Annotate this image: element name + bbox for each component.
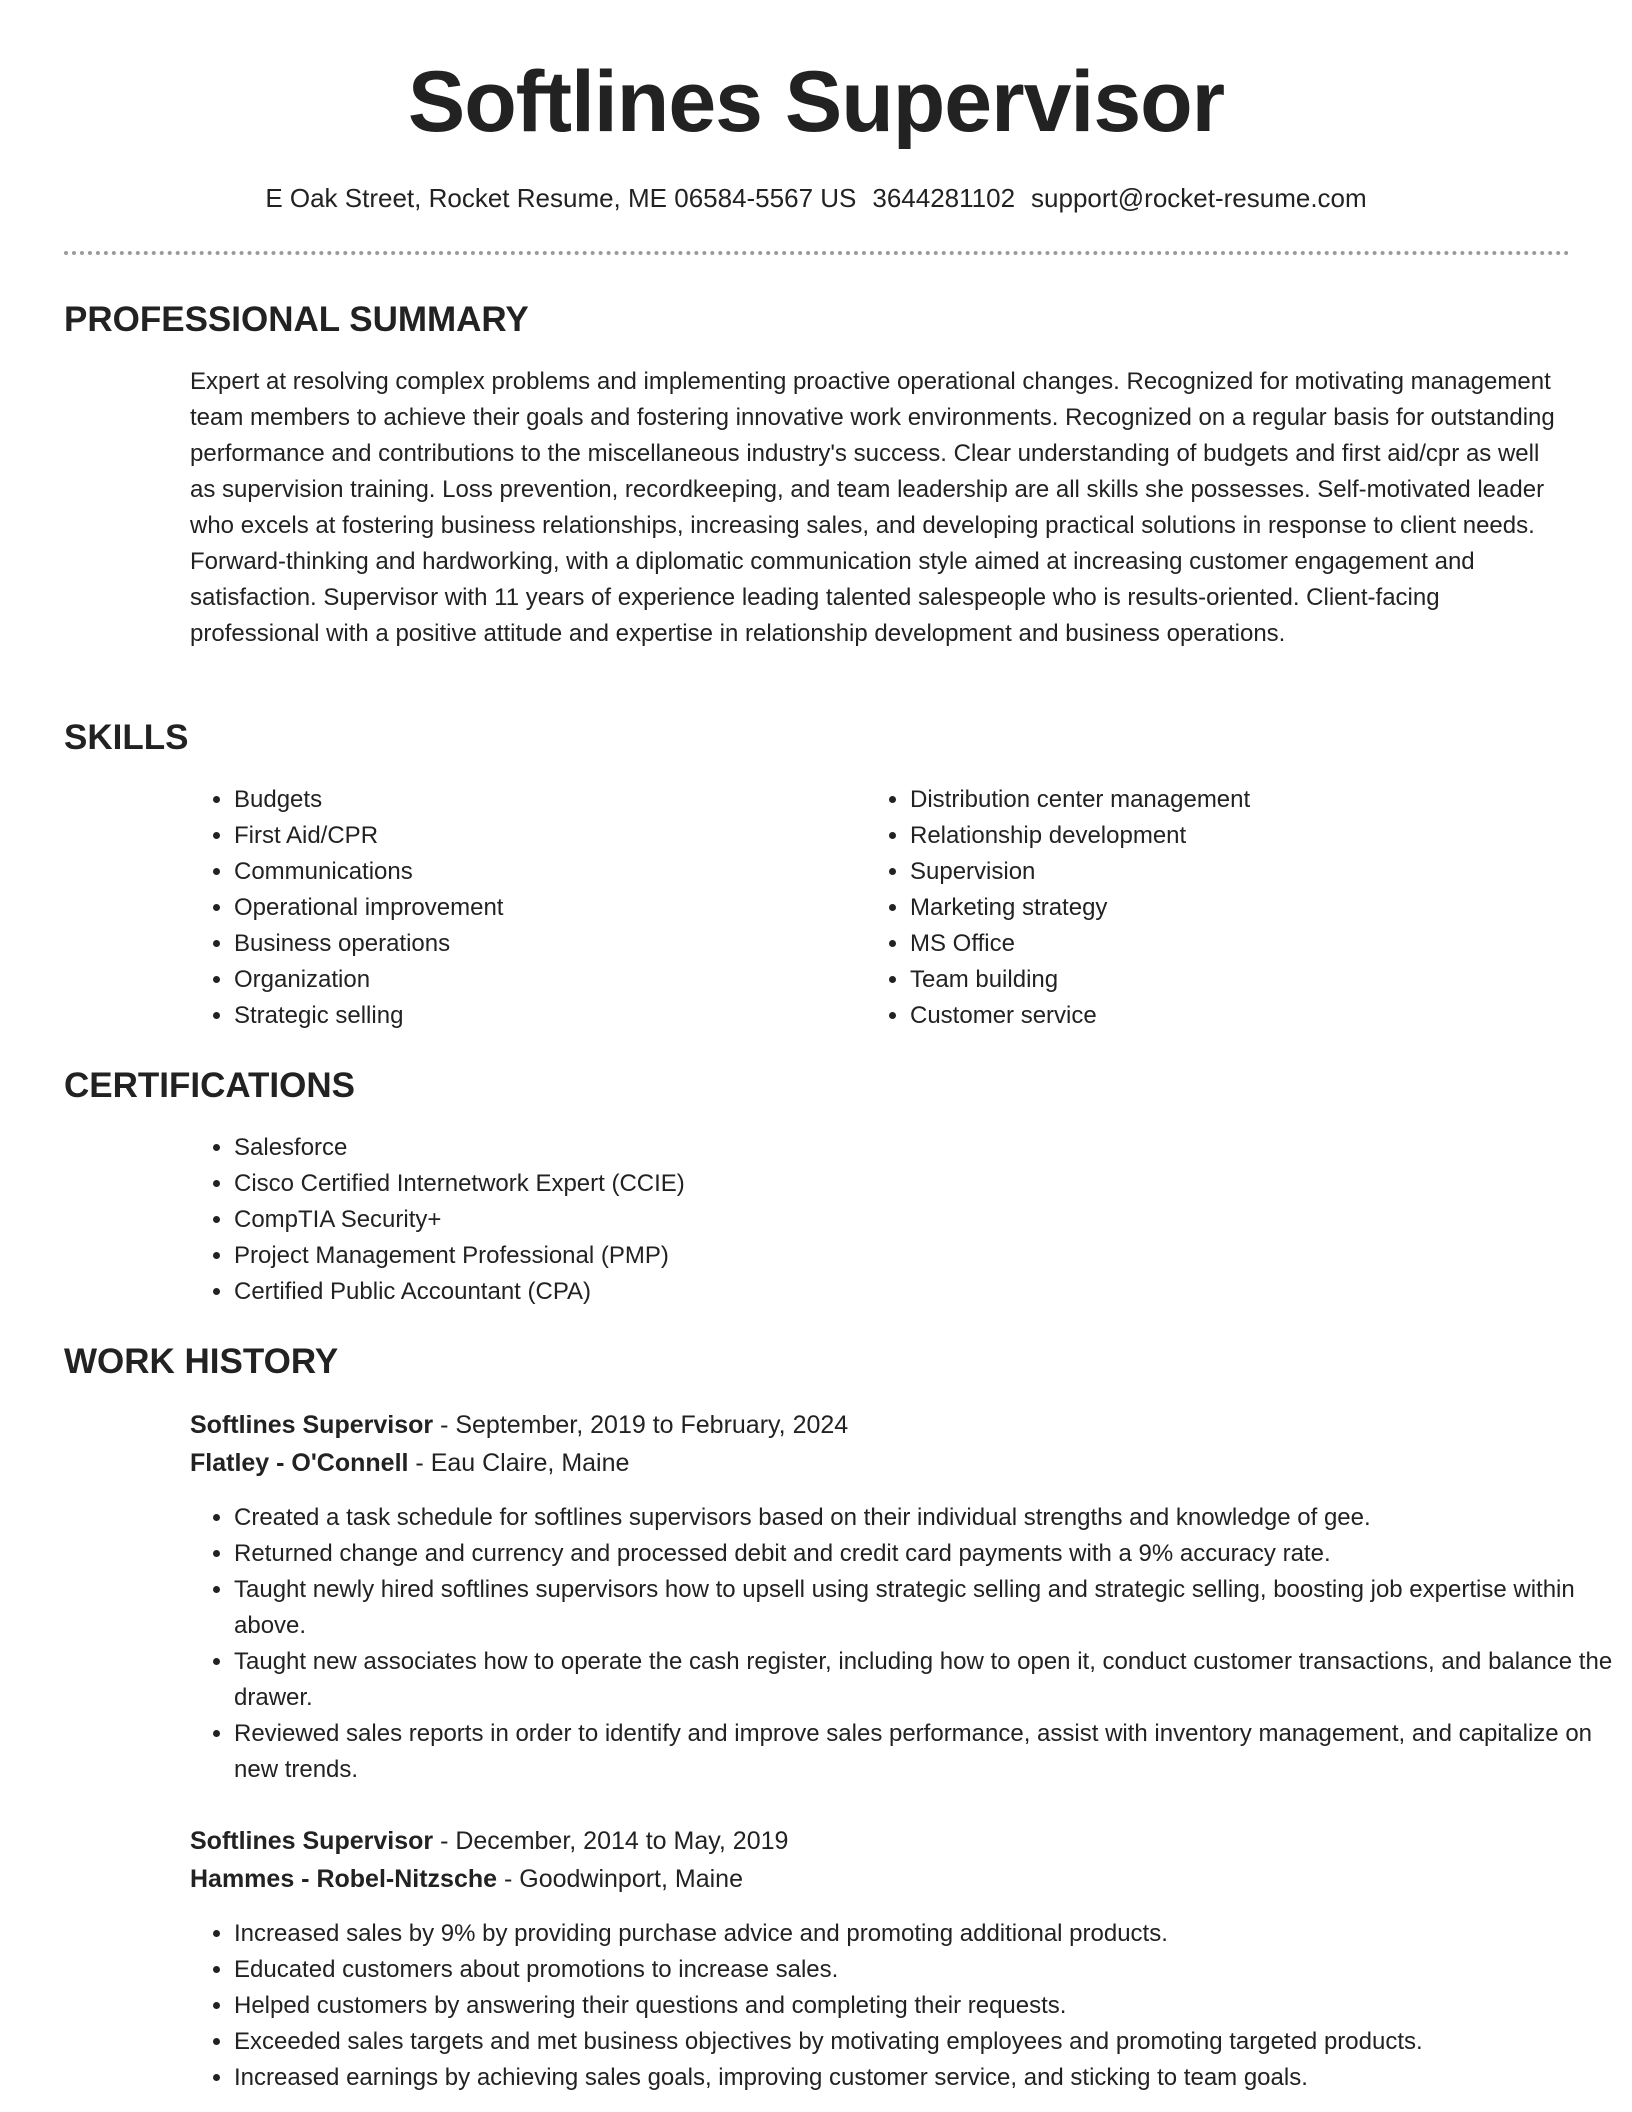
- job-2-bullets: [190, 1916, 1626, 2096]
- list-item: • Taught newly hired softlines supervisors how to upsell using strategic selling and strategic selling, boosting job expertise within above.: [234, 1572, 1626, 1644]
- contact-email: support@rocket-resume.com: [1031, 183, 1367, 213]
- list-item: • Organization: [234, 962, 854, 998]
- job-location: - Goodwinport, Maine: [497, 1865, 743, 1893]
- list-item: • Increased sales by 9% by providing purchase advice and promoting additional products.: [234, 1916, 1626, 1952]
- list-item: • Budgets: [234, 782, 854, 818]
- job-1-company-line: [190, 1444, 629, 1482]
- list-item: • Cisco Certified Internetwork Expert (CCIE): [234, 1166, 1434, 1202]
- certifications-list: [190, 1130, 1434, 1310]
- list-item: • Helped customers by answering their questions and completing their requests.: [234, 1988, 1626, 2024]
- skills-list-right: [866, 782, 1610, 1034]
- summary-text: Expert at resolving complex problems and implementing proactive operational changes. Recognized for motivating management team members to achieve their goals and fostering innovative work environments. Recognized on a regular basis for outstanding performance and contributions to the miscellaneous industry's success. Clear understanding of budgets and first aid/cpr as well as supervision training. Loss prevention, recordkeeping, and team leadership are all skills she possesses. Self-motivated leader who excels at fostering business relationships, increasing sales, and developing practical solutions in response to client needs. Forward-thinking and hardworking, with a diplomatic communication style aimed at increasing customer engagement and satisfaction. Supervisor with 11 years of experience leading talented salespeople who is results-oriented. Client-facing professional with a positive attitude and expertise in relationship development and business operations.: [190, 368, 1555, 647]
- list-item: • CompTIA Security+: [234, 1202, 1434, 1238]
- job-2-title-line: [190, 1822, 788, 1860]
- list-item: • Certified Public Accountant (CPA): [234, 1274, 1434, 1310]
- header-divider: [64, 251, 1570, 255]
- contact-address: E Oak Street, Rocket Resume, ME 06584-5567 US: [265, 183, 857, 213]
- list-item: • Supervision: [910, 854, 1610, 890]
- skills-list-left: [190, 782, 854, 1034]
- list-item: • Relationship development: [910, 818, 1610, 854]
- list-item: • Operational improvement: [234, 890, 854, 926]
- certifications-heading: CERTIFICATIONS: [64, 1066, 356, 1105]
- job-company: Hammes - Robel-Nitzsche: [190, 1865, 498, 1893]
- list-item: • Distribution center management: [910, 782, 1610, 818]
- list-item: • Reviewed sales reports in order to identify and improve sales performance, assist with inventory management, and capitalize on new trends.: [234, 1716, 1626, 1788]
- resume-title: Softlines Supervisor: [407, 54, 1225, 150]
- list-item: • Educated customers about promotions to increase sales.: [234, 1952, 1626, 1988]
- job-1-title-line: [190, 1406, 848, 1444]
- job-dates: - December, 2014 to May, 2019: [433, 1827, 789, 1855]
- job-location: - Eau Claire, Maine: [408, 1449, 630, 1477]
- list-item: • Exceeded sales targets and met business objectives by motivating employees and promoting targeted products.: [234, 2024, 1626, 2060]
- summary-heading: PROFESSIONAL SUMMARY: [64, 300, 529, 339]
- list-item: • MS Office: [910, 926, 1610, 962]
- skills-heading: SKILLS: [64, 718, 189, 757]
- list-item: • Business operations: [234, 926, 854, 962]
- list-item: • Customer service: [910, 998, 1610, 1034]
- work-history-heading: WORK HISTORY: [64, 1342, 339, 1381]
- job-role: Softlines Supervisor: [190, 1827, 434, 1855]
- list-item: • First Aid/CPR: [234, 818, 854, 854]
- list-item: • Increased earnings by achieving sales goals, improving customer service, and sticking to team goals.: [234, 2060, 1626, 2096]
- list-item: • Project Management Professional (PMP): [234, 1238, 1434, 1274]
- job-role: Softlines Supervisor: [190, 1411, 434, 1439]
- list-item: • Communications: [234, 854, 854, 890]
- list-item: • Team building: [910, 962, 1610, 998]
- list-item: • Taught new associates how to operate the cash register, including how to open it, conduct customer transactions, and balance the drawer.: [234, 1644, 1626, 1716]
- job-company: Flatley - O'Connell: [190, 1449, 409, 1477]
- list-item: • Returned change and currency and processed debit and credit card payments with a 9% accuracy rate.: [234, 1536, 1626, 1572]
- list-item: • Created a task schedule for softlines supervisors based on their individual strengths and knowledge of gee.: [234, 1500, 1626, 1536]
- job-2-company-line: [190, 1860, 743, 1898]
- contact-phone: 3644281102: [872, 183, 1016, 213]
- job-1-bullets: [190, 1500, 1626, 1788]
- list-item: • Strategic selling: [234, 998, 854, 1034]
- list-item: • Salesforce: [234, 1130, 1434, 1166]
- list-item: • Marketing strategy: [910, 890, 1610, 926]
- job-dates: - September, 2019 to February, 2024: [433, 1411, 849, 1439]
- contact-line: [0, 180, 1632, 216]
